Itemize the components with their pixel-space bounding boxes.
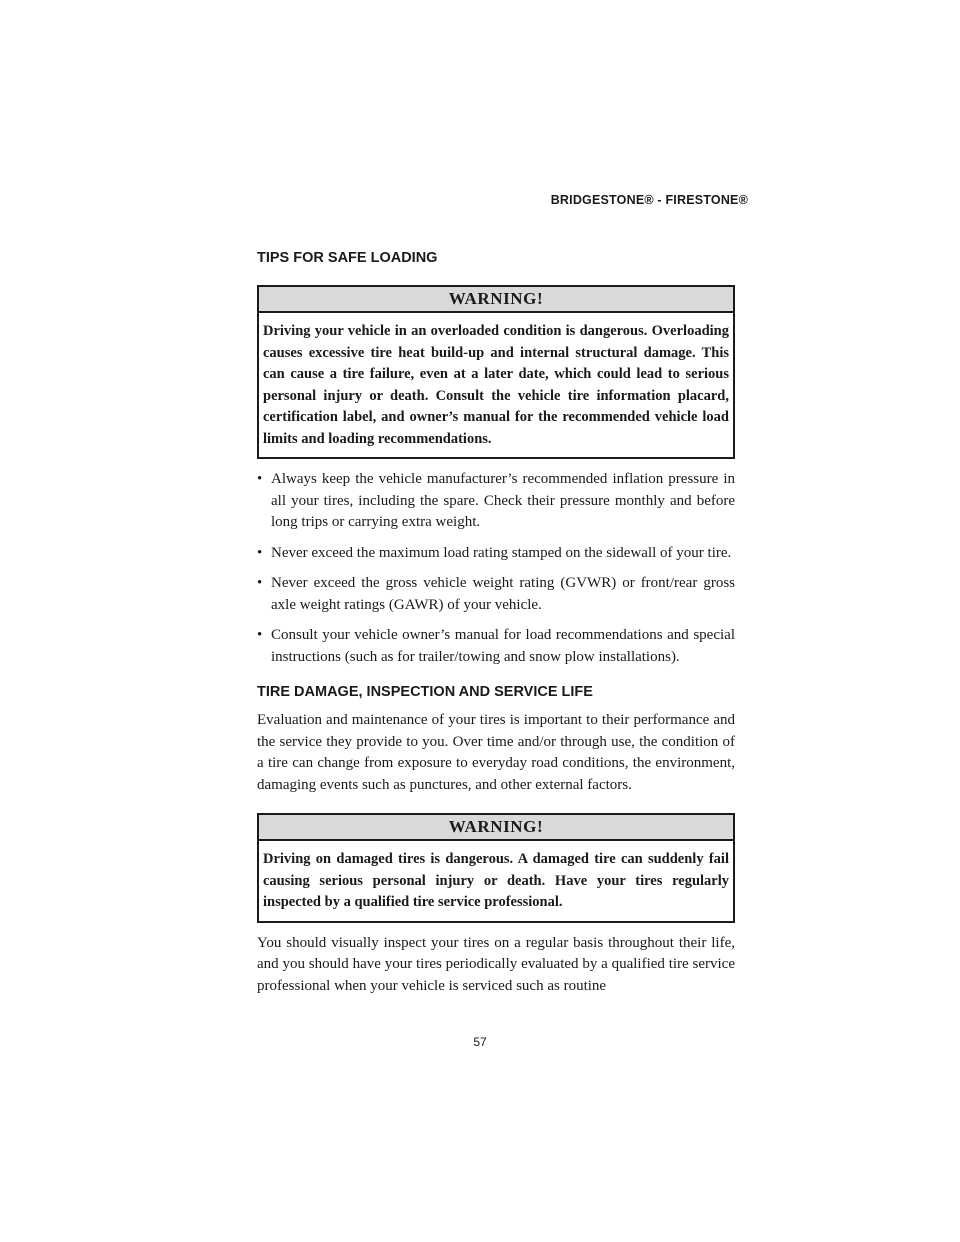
- warning-title: WARNING!: [259, 815, 733, 841]
- bullet-icon: •: [257, 627, 263, 643]
- list-item: • Always keep the vehicle manufacturer’s recommended inflation pressure in all your tires, including the spare. Check their pressure monthly and before long trips or carrying extra weight.: [257, 471, 735, 530]
- section-heading-safe-loading: TIPS FOR SAFE LOADING: [257, 250, 438, 266]
- bullet-icon: •: [257, 471, 263, 487]
- page-content: [257, 248, 735, 997]
- running-header: BRIDGESTONE® - FIRESTONE®: [550, 193, 748, 207]
- bullet-icon: •: [257, 575, 263, 591]
- warning-title: WARNING!: [259, 287, 733, 313]
- list-item: • Never exceed the maximum load rating stamped on the sidewall of your tire.: [257, 543, 735, 565]
- page-number: 57: [473, 1035, 487, 1049]
- section-heading-tire-damage: TIRE DAMAGE, INSPECTION AND SERVICE LIFE: [257, 684, 593, 700]
- paragraph-inspection: You should visually inspect your tires on a regular basis throughout their life, and you should have your tires periodically evaluated by a qualified tire service professional when your vehicle is serviced such as routine: [257, 934, 735, 994]
- loading-tips-list: [257, 469, 735, 668]
- bullet-icon: •: [257, 544, 263, 561]
- paragraph-intro: Evaluation and maintenance of your tires is important to their performance and the service they provide to you. Over time and/or through use, the condition of a tire can change from exposure to everyday road conditions, the environment, damaging events such as punctures, and other external factors.: [257, 712, 735, 793]
- list-item: • Consult your vehicle owner’s manual for load recommendations and special instructions (such as for trailer/towing and snow plow installations).: [257, 627, 735, 665]
- warning-text: Driving on damaged tires is dangerous. A damaged tire can suddenly fail causing serious personal injury or death. Have your tires regularly inspected by a qualified tire service professional.: [263, 851, 729, 910]
- warning-box-overload: [257, 285, 735, 459]
- warning-box-damaged-tires: [257, 813, 735, 923]
- warning-text: Driving your vehicle in an overloaded condition is dangerous. Overloading causes excessive tire heat build-up and internal structural damage. This can cause a tire failure, even at a later date, which could lead to serious personal injury or death. Consult the vehicle tire information placard, certification label, and owner’s manual for the recommended vehicle load limits and loading recommendations.: [263, 323, 729, 447]
- list-item: • Never exceed the gross vehicle weight rating (GVWR) or front/rear gross axle weight ratings (GAWR) of your vehicle.: [257, 575, 735, 613]
